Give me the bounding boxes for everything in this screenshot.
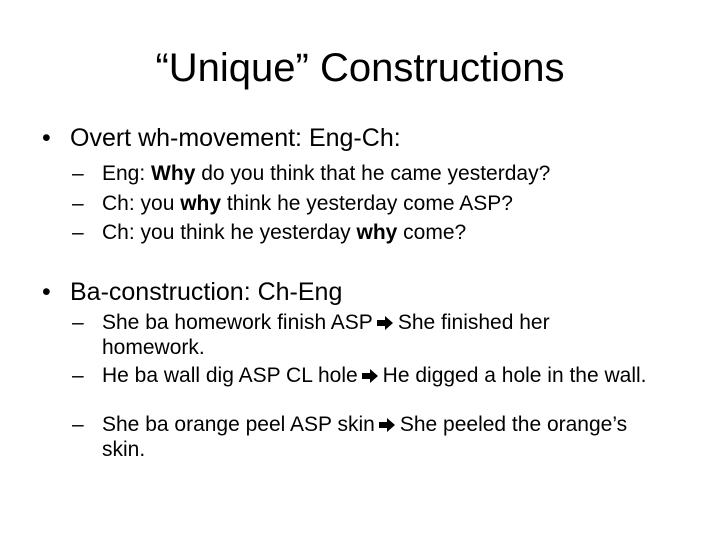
text-post: think he yesterday come ASP? [221,192,513,215]
text-source: She ba orange peel ASP skin [102,413,375,436]
bullet-glyph: • [42,124,51,152]
sub-item-text [72,221,662,244]
right-arrow-icon [378,415,396,438]
sub-item-text [72,162,662,185]
text-pre: Ch: you think he yesterday [102,221,357,244]
sub-item-ba-3 [72,413,652,461]
text-post: do you think that he came yesterday? [195,162,551,185]
dash-glyph: – [72,311,84,334]
text-target: She finished her homework. [102,311,550,359]
bullet-heading: Ba-construction: Ch-Eng [70,278,343,306]
dash-glyph: – [72,162,84,185]
sub-item-text [72,311,642,359]
bullet-wh-movement [42,123,401,153]
dash-glyph: – [72,221,84,244]
text-source: He ba wall dig ASP CL hole [102,364,358,387]
text-source: She ba homework finish ASP [102,311,373,334]
right-arrow-icon [376,313,394,336]
dash-glyph: – [72,413,84,436]
dash-glyph: – [72,192,84,215]
sub-item-wh-ch2 [72,221,662,244]
sub-item-wh-ch1 [72,192,662,215]
text-pre: Ch: you [102,192,181,215]
bullet-heading: Overt wh-movement: Eng-Ch: [70,124,401,152]
sub-item-text [72,192,662,215]
sub-item-wh-eng [72,162,662,185]
sub-item-ba-1 [72,311,642,359]
slide-title: “Unique” Constructions [155,46,565,90]
text-post: come? [397,221,467,244]
text-bold: why [180,192,222,215]
right-arrow-icon [361,366,379,389]
bullet-ba-construction [42,277,342,307]
text-bold: why [356,221,398,244]
text-target: He digged a hole in the wall. [382,364,647,387]
text-pre: Eng: [102,162,152,185]
sub-item-text [72,413,652,461]
bullet-glyph: • [42,278,51,306]
sub-item-ba-2 [72,364,662,389]
text-bold: Why [151,162,196,185]
sub-item-text [72,364,662,389]
text-target: She peeled the orange’s skin. [102,413,628,461]
dash-glyph: – [72,364,84,387]
